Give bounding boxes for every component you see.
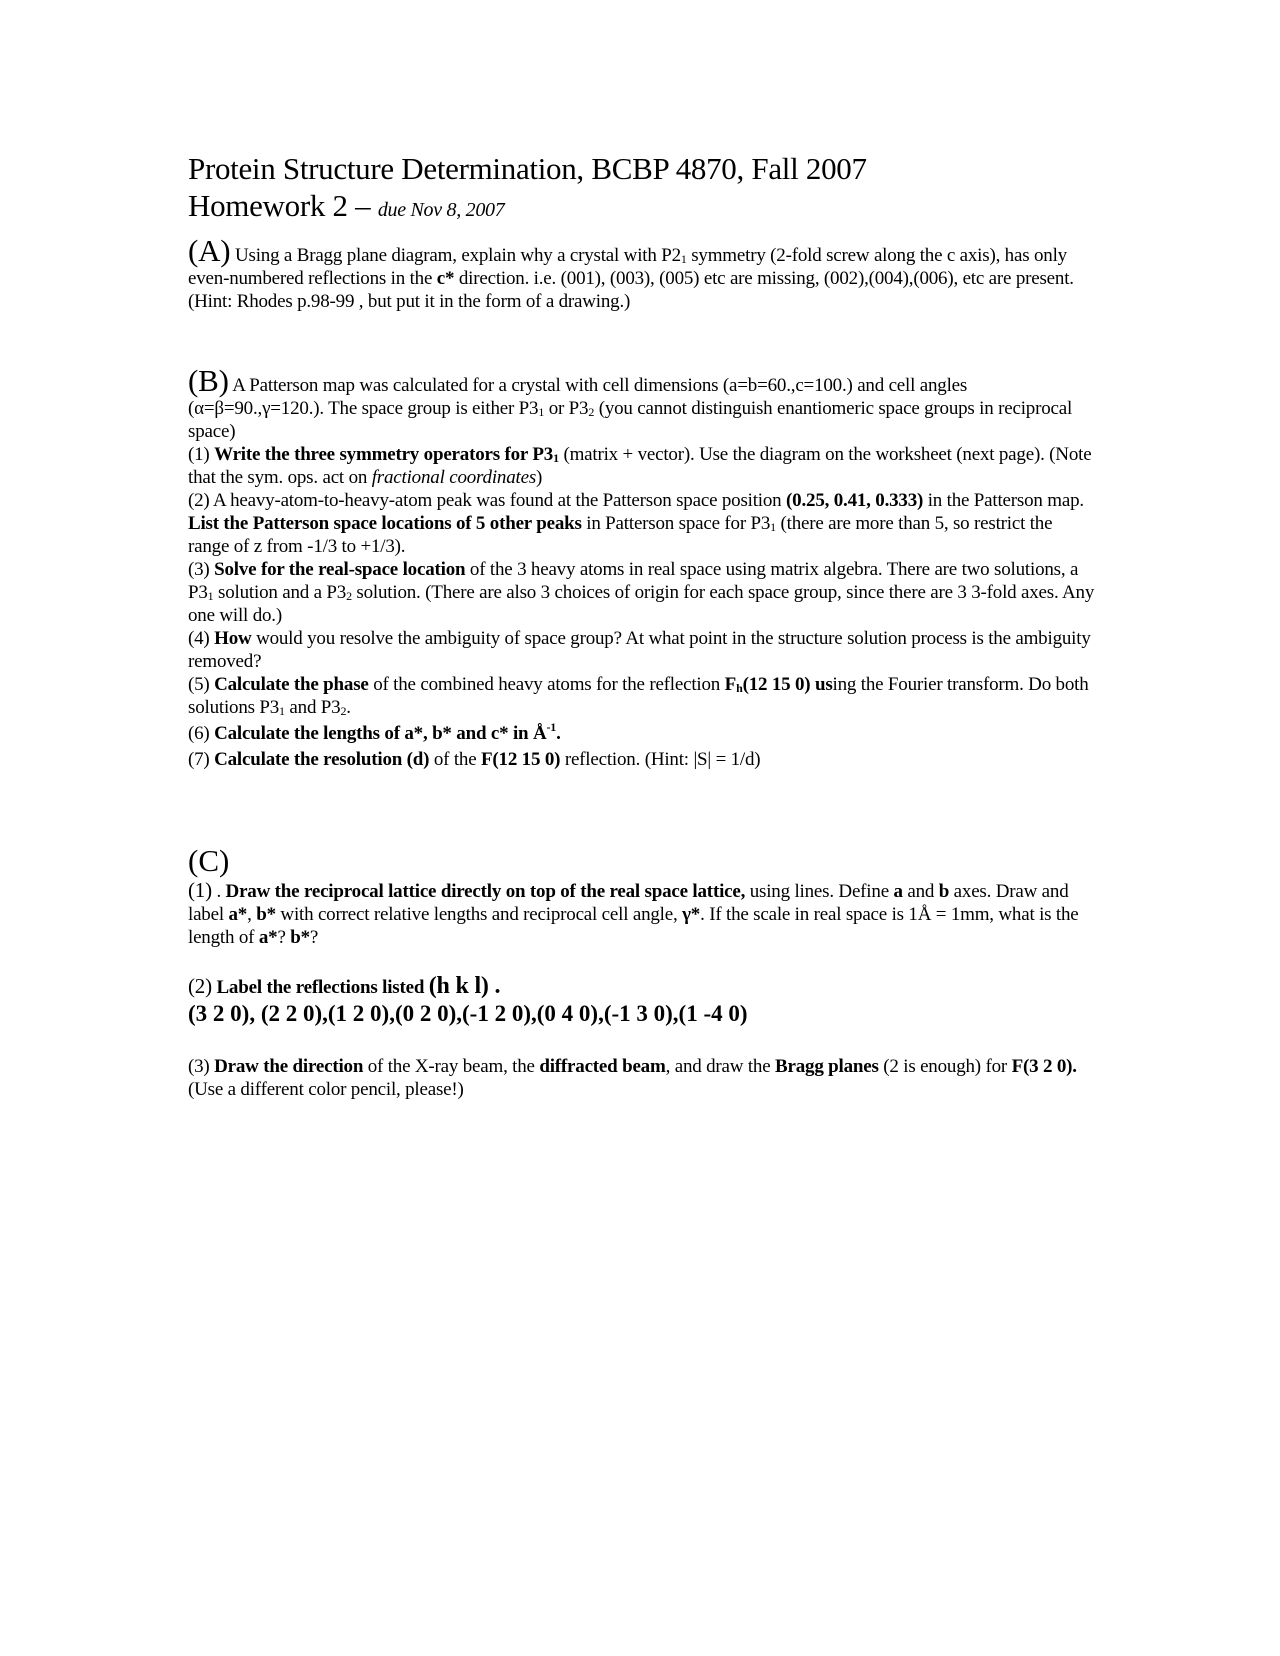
question-number: (2) (188, 974, 212, 998)
subscript: 1 (207, 589, 214, 603)
question-emphasis: How (214, 628, 252, 649)
question-emphasis: Bragg planes (775, 1056, 879, 1077)
gamma-star: γ* (682, 904, 701, 925)
question-text: ) (536, 467, 543, 488)
question-emphasis: Label the reflections listed (211, 977, 429, 998)
homework-heading (188, 187, 1098, 229)
question-text: with correct relative lengths and reciprocal cell angle, (275, 904, 683, 925)
question-text: (Use a different color pencil, please!) (188, 1079, 464, 1100)
question-emphasis: Draw the reciprocal lattice directly on top of the real space lattice, (225, 881, 746, 902)
reflection-symbol: F (724, 674, 737, 695)
section-b-part: or P3 (544, 398, 589, 419)
section-b-part: A Patterson map was calculated for a crystal with cell dimensions (a=b=60.,c=100.) and cell angles (α=β=90.,γ=120.). The space group is either P3 (188, 375, 968, 419)
question-b7 (188, 748, 1098, 771)
question-text: . (211, 881, 226, 902)
reflection-index: F(3 2 0). (1011, 1056, 1077, 1077)
patterson-position: (0.25, 0.41, 0.333) (786, 490, 924, 511)
reflection-index: F(12 15 0) (481, 749, 561, 770)
c-star-term: c* (436, 268, 455, 289)
axis-a: a (893, 881, 903, 902)
question-b3 (188, 558, 1098, 627)
question-text: in the Patterson map. (923, 490, 1084, 511)
section-b-part: (you cannot distinguish enantiomeric space groups in reciprocal space) (188, 398, 1073, 442)
question-text: , (247, 904, 257, 925)
subscript: 2 (346, 589, 352, 603)
section-b-intro (188, 365, 1098, 443)
subscript: 2 (588, 405, 595, 419)
document-title: Protein Structure Determination, BCBP 4870, Fall 2007 (188, 151, 867, 186)
question-text: (2 is enough) for (878, 1056, 1012, 1077)
question-emphasis: List the Patterson space locations of 5 other peaks (188, 513, 582, 534)
question-text: (there are more than 5, so restrict the range of z from -1/3 to +1/3). (188, 513, 1053, 557)
question-text: (2) A heavy-atom-to-heavy-atom peak was found at the Patterson space position (188, 490, 787, 511)
question-text: of the X-ray beam, the (363, 1056, 540, 1077)
question-b4 (188, 627, 1098, 673)
question-text: using lines. Define (745, 881, 894, 902)
axis-a-star: a* (228, 904, 248, 925)
subscript: 1 (279, 704, 285, 718)
question-b2 (188, 489, 1098, 558)
subscript: 1 (770, 520, 776, 534)
question-text: of the (429, 749, 481, 770)
subscript: h (736, 681, 743, 695)
question-text: and P3 (284, 697, 341, 718)
question-text: solution. (There are also 3 choices of origin for each space group, since there are 3 3-fold axes. Any one will do.) (188, 582, 1095, 626)
question-text: . If the scale in real space is 1Å = 1mm, what is the length of (188, 904, 1079, 948)
question-text: , and draw the (665, 1056, 776, 1077)
title-dash: – (347, 188, 378, 223)
question-text: ? (277, 927, 291, 948)
due-date: due Nov 8, 2007 (377, 199, 505, 221)
question-text: reflection. (Hint: |S| = 1/d) (560, 749, 761, 770)
question-text: axes. Draw and label (188, 881, 1069, 925)
question-text: of the 3 heavy atoms in real space using matrix algebra. There are two solutions, a P3 (188, 559, 1079, 603)
question-emphasis: Calculate the lengths of a*, b* and c* in Å (214, 723, 547, 744)
question-text: ing the Fourier transform. Do both solutions P3 (188, 674, 1089, 718)
question-text: of the combined heavy atoms for the reflection (368, 674, 725, 695)
subscript: 1 (680, 252, 687, 266)
question-emphasis: Solve for the real-space location (214, 559, 466, 580)
question-number: (1) (188, 444, 215, 465)
question-number: (6) (188, 723, 215, 744)
section-a-text (188, 235, 1098, 313)
question-emphasis: Calculate the phase (214, 674, 369, 695)
reflection-list: (3 2 0), (2 2 0),(1 2 0),(0 2 0),(-1 2 0),(0 4 0),(-1 3 0),(1 -4 0) (188, 1001, 748, 1026)
question-text: . (346, 697, 351, 718)
question-b5 (188, 673, 1098, 719)
question-number: (7) (188, 749, 215, 770)
axis-b-star: b* (256, 904, 276, 925)
question-text: . (556, 723, 561, 744)
section-a-label: (A) (188, 233, 231, 268)
question-number: (1) (188, 878, 212, 902)
question-c3 (188, 1055, 1098, 1101)
question-emphasis: Draw the direction (214, 1056, 364, 1077)
question-emphasis: Calculate the resolution (d) (214, 749, 430, 770)
axis-b: b (938, 881, 950, 902)
question-b1 (188, 443, 1098, 489)
question-number: (3) (188, 559, 215, 580)
section-a-part: direction. i.e. (001), (003), (005) etc are missing, (002),(004),(006), etc are present. (Hint: Rhodes p.98-99 , but put it in the form of a drawing.) (188, 268, 1074, 312)
subscript: 1 (538, 405, 545, 419)
question-emphasis: diffracted beam (539, 1056, 666, 1077)
question-number: (4) (188, 628, 215, 649)
question-c2 (188, 975, 1098, 999)
question-b6 (188, 722, 1098, 745)
reflection-index: (12 15 0) us (742, 674, 833, 695)
question-text: in Patterson space for P3 (581, 513, 771, 534)
question-number: (5) (188, 674, 215, 695)
homework-label: Homework 2 (188, 188, 348, 223)
question-text: (matrix + vector). Use the diagram on the worksheet (next page). (Note that the sym. ops. act on (188, 444, 1092, 488)
question-italic: fractional coordinates (371, 467, 537, 488)
question-c1 (188, 879, 1098, 949)
homework-content (188, 150, 1098, 1101)
subscript: 2 (340, 704, 347, 718)
section-c-label: (C) (188, 843, 230, 878)
section-b-label: (B) (188, 363, 229, 398)
question-text: would you resolve the ambiguity of space group? At what point in the structure solution process is the ambiguity removed? (188, 628, 1091, 672)
axis-a-star: a* (258, 927, 278, 948)
question-text: and (902, 881, 939, 902)
section-a-part: Using a Bragg plane diagram, explain why a crystal with P2 (230, 245, 681, 266)
hkl-notation: (h k l) . (428, 973, 501, 999)
question-text: ? (309, 927, 319, 948)
question-emphasis: Write the three symmetry operators for P3 (214, 444, 554, 465)
question-number: (3) (188, 1056, 215, 1077)
question-text: solution and a P3 (213, 582, 347, 603)
axis-b-star: b* (290, 927, 310, 948)
subscript: 1 (553, 451, 559, 465)
superscript: -1 (546, 720, 557, 734)
section-a-part: symmetry (2-fold screw along the c axis), has only even-numbered reflections in the (188, 245, 1067, 289)
